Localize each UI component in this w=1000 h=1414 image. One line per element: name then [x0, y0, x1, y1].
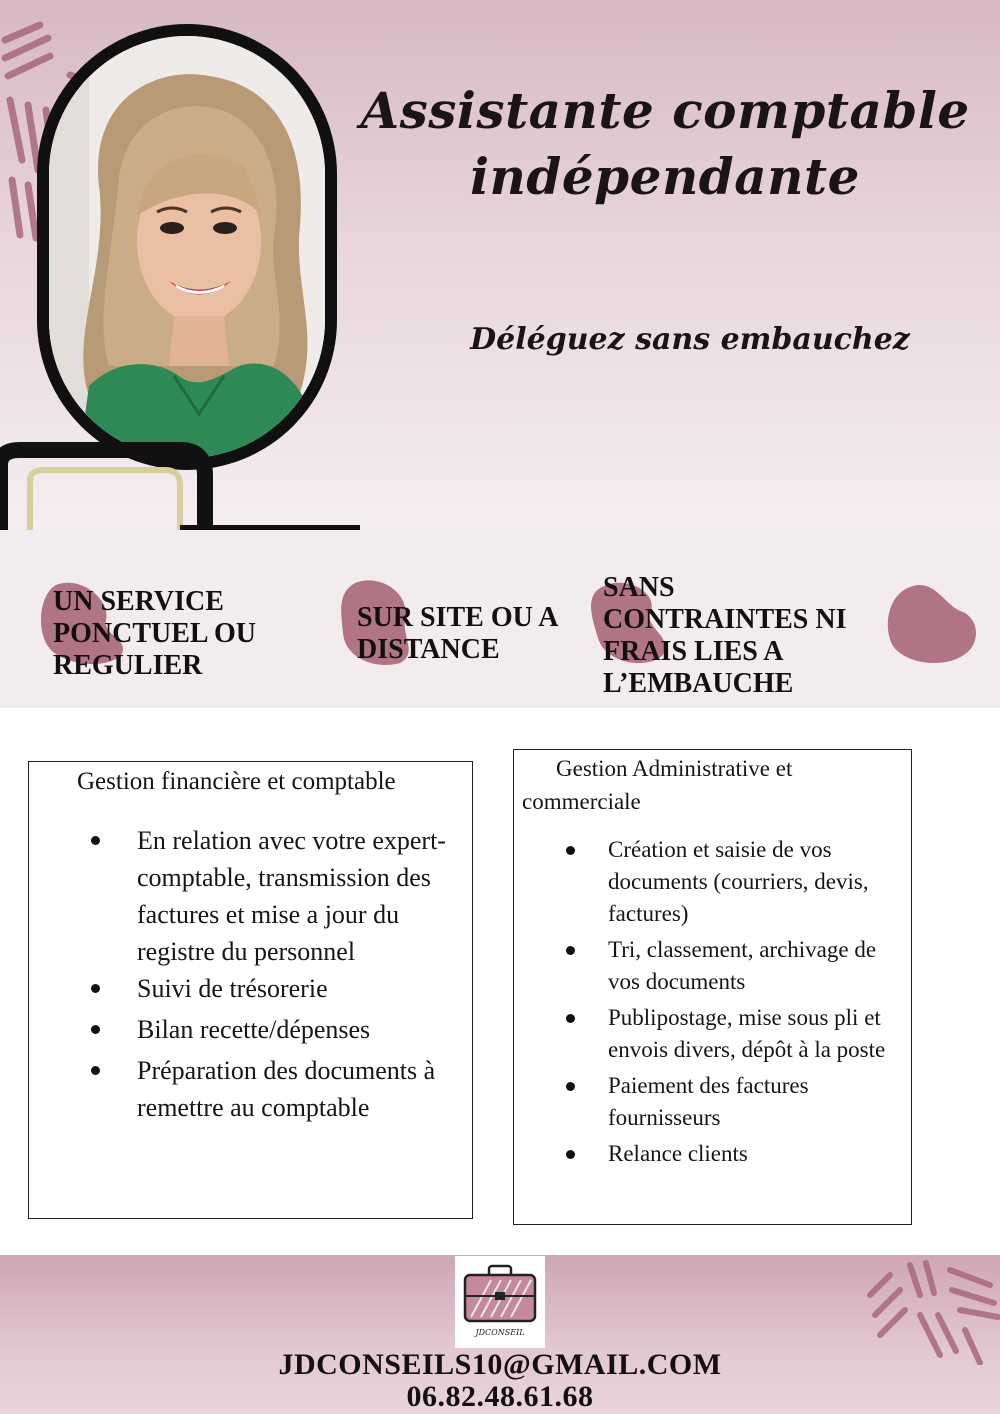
feature-1-line-1: UN SERVICE: [53, 586, 224, 617]
service-box-financial-title: Gestion financière et comptable: [77, 768, 396, 795]
bullet-icon: [566, 946, 575, 955]
bullet-icon: [91, 836, 100, 845]
list-item-text: Bilan recette/dépenses: [137, 1015, 371, 1044]
service-box-administrative: [513, 749, 912, 1225]
feature-1-line-2: PONCTUEL OU: [53, 618, 257, 649]
list-item: [29, 1011, 472, 1048]
list-item: [29, 1052, 472, 1126]
list-item: [29, 822, 472, 970]
feature-2: [357, 602, 559, 666]
briefcase-graphic: [0, 440, 370, 530]
feature-3: [603, 572, 847, 700]
title-line-1: Assistante comptable: [360, 81, 970, 140]
page-title: [360, 78, 970, 210]
list-item: [514, 1138, 911, 1170]
list-item-text: Paiement des factures fournisseurs: [608, 1073, 809, 1130]
list-item-text: Préparation des documents à remettre au comptable: [137, 1056, 436, 1122]
list-item-text: Tri, classement, archivage de vos documents: [608, 937, 877, 994]
bullet-icon: [91, 984, 100, 993]
portrait-photo: [49, 36, 325, 458]
briefcase-logo-icon: [461, 1262, 539, 1326]
bullet-icon: [91, 1025, 100, 1034]
list-item-text: Création et saisie de vos documents (courriers, devis, factures): [608, 837, 869, 926]
list-item: [514, 1070, 911, 1134]
feature-3-line-3: FRAIS LIES A: [603, 636, 784, 667]
bullet-icon: [91, 1066, 100, 1075]
logo-text: JDCONSEIL: [475, 1328, 525, 1337]
list-item-text: En relation avec votre expert-comptable, transmission des factures et mise a jour du registre du personnel: [137, 826, 446, 966]
bullet-icon: [566, 1082, 575, 1091]
hero-section: [0, 0, 1000, 530]
list-item-text: Publipostage, mise sous pli et envois divers, dépôt à la poste: [608, 1005, 886, 1062]
blob-4: [885, 582, 980, 667]
tagline: Déléguez sans embauchez: [470, 322, 910, 357]
bullet-icon: [566, 846, 575, 855]
company-logo: [455, 1256, 545, 1348]
list-item: [514, 1002, 911, 1066]
list-item: [514, 834, 911, 930]
feature-2-line-1: SUR SITE OU A: [357, 602, 559, 633]
features-band: [0, 530, 1000, 708]
title-line-2: indépendante: [470, 147, 860, 206]
contact-phone[interactable]: 06.82.48.61.68: [406, 1380, 594, 1413]
list-item: [514, 934, 911, 998]
feature-3-line-4: L’EMBAUCHE: [603, 668, 794, 699]
bullet-icon: [566, 1150, 575, 1159]
list-item-text: Suivi de trésorerie: [137, 974, 328, 1003]
list-item: [29, 970, 472, 1007]
contact-email[interactable]: JDCONSEILS10@GMAIL.COM: [278, 1348, 722, 1381]
service-list-administrative: [514, 834, 911, 1170]
list-item-text: Relance clients: [608, 1141, 748, 1166]
bullet-icon: [566, 1014, 575, 1023]
feature-1-line-3: REGULIER: [53, 650, 203, 681]
feature-3-line-1: SANS: [603, 572, 675, 603]
feature-3-line-2: CONTRAINTES NI: [603, 604, 847, 635]
feature-2-line-2: DISTANCE: [357, 634, 500, 665]
portrait-illustration: [49, 36, 325, 458]
service-box-administrative-title: Gestion Administrative et commerciale: [522, 756, 793, 814]
service-box-financial: [28, 761, 473, 1219]
portrait-frame: [37, 24, 337, 470]
feature-1: [53, 586, 256, 682]
service-list-financial: [29, 822, 472, 1126]
